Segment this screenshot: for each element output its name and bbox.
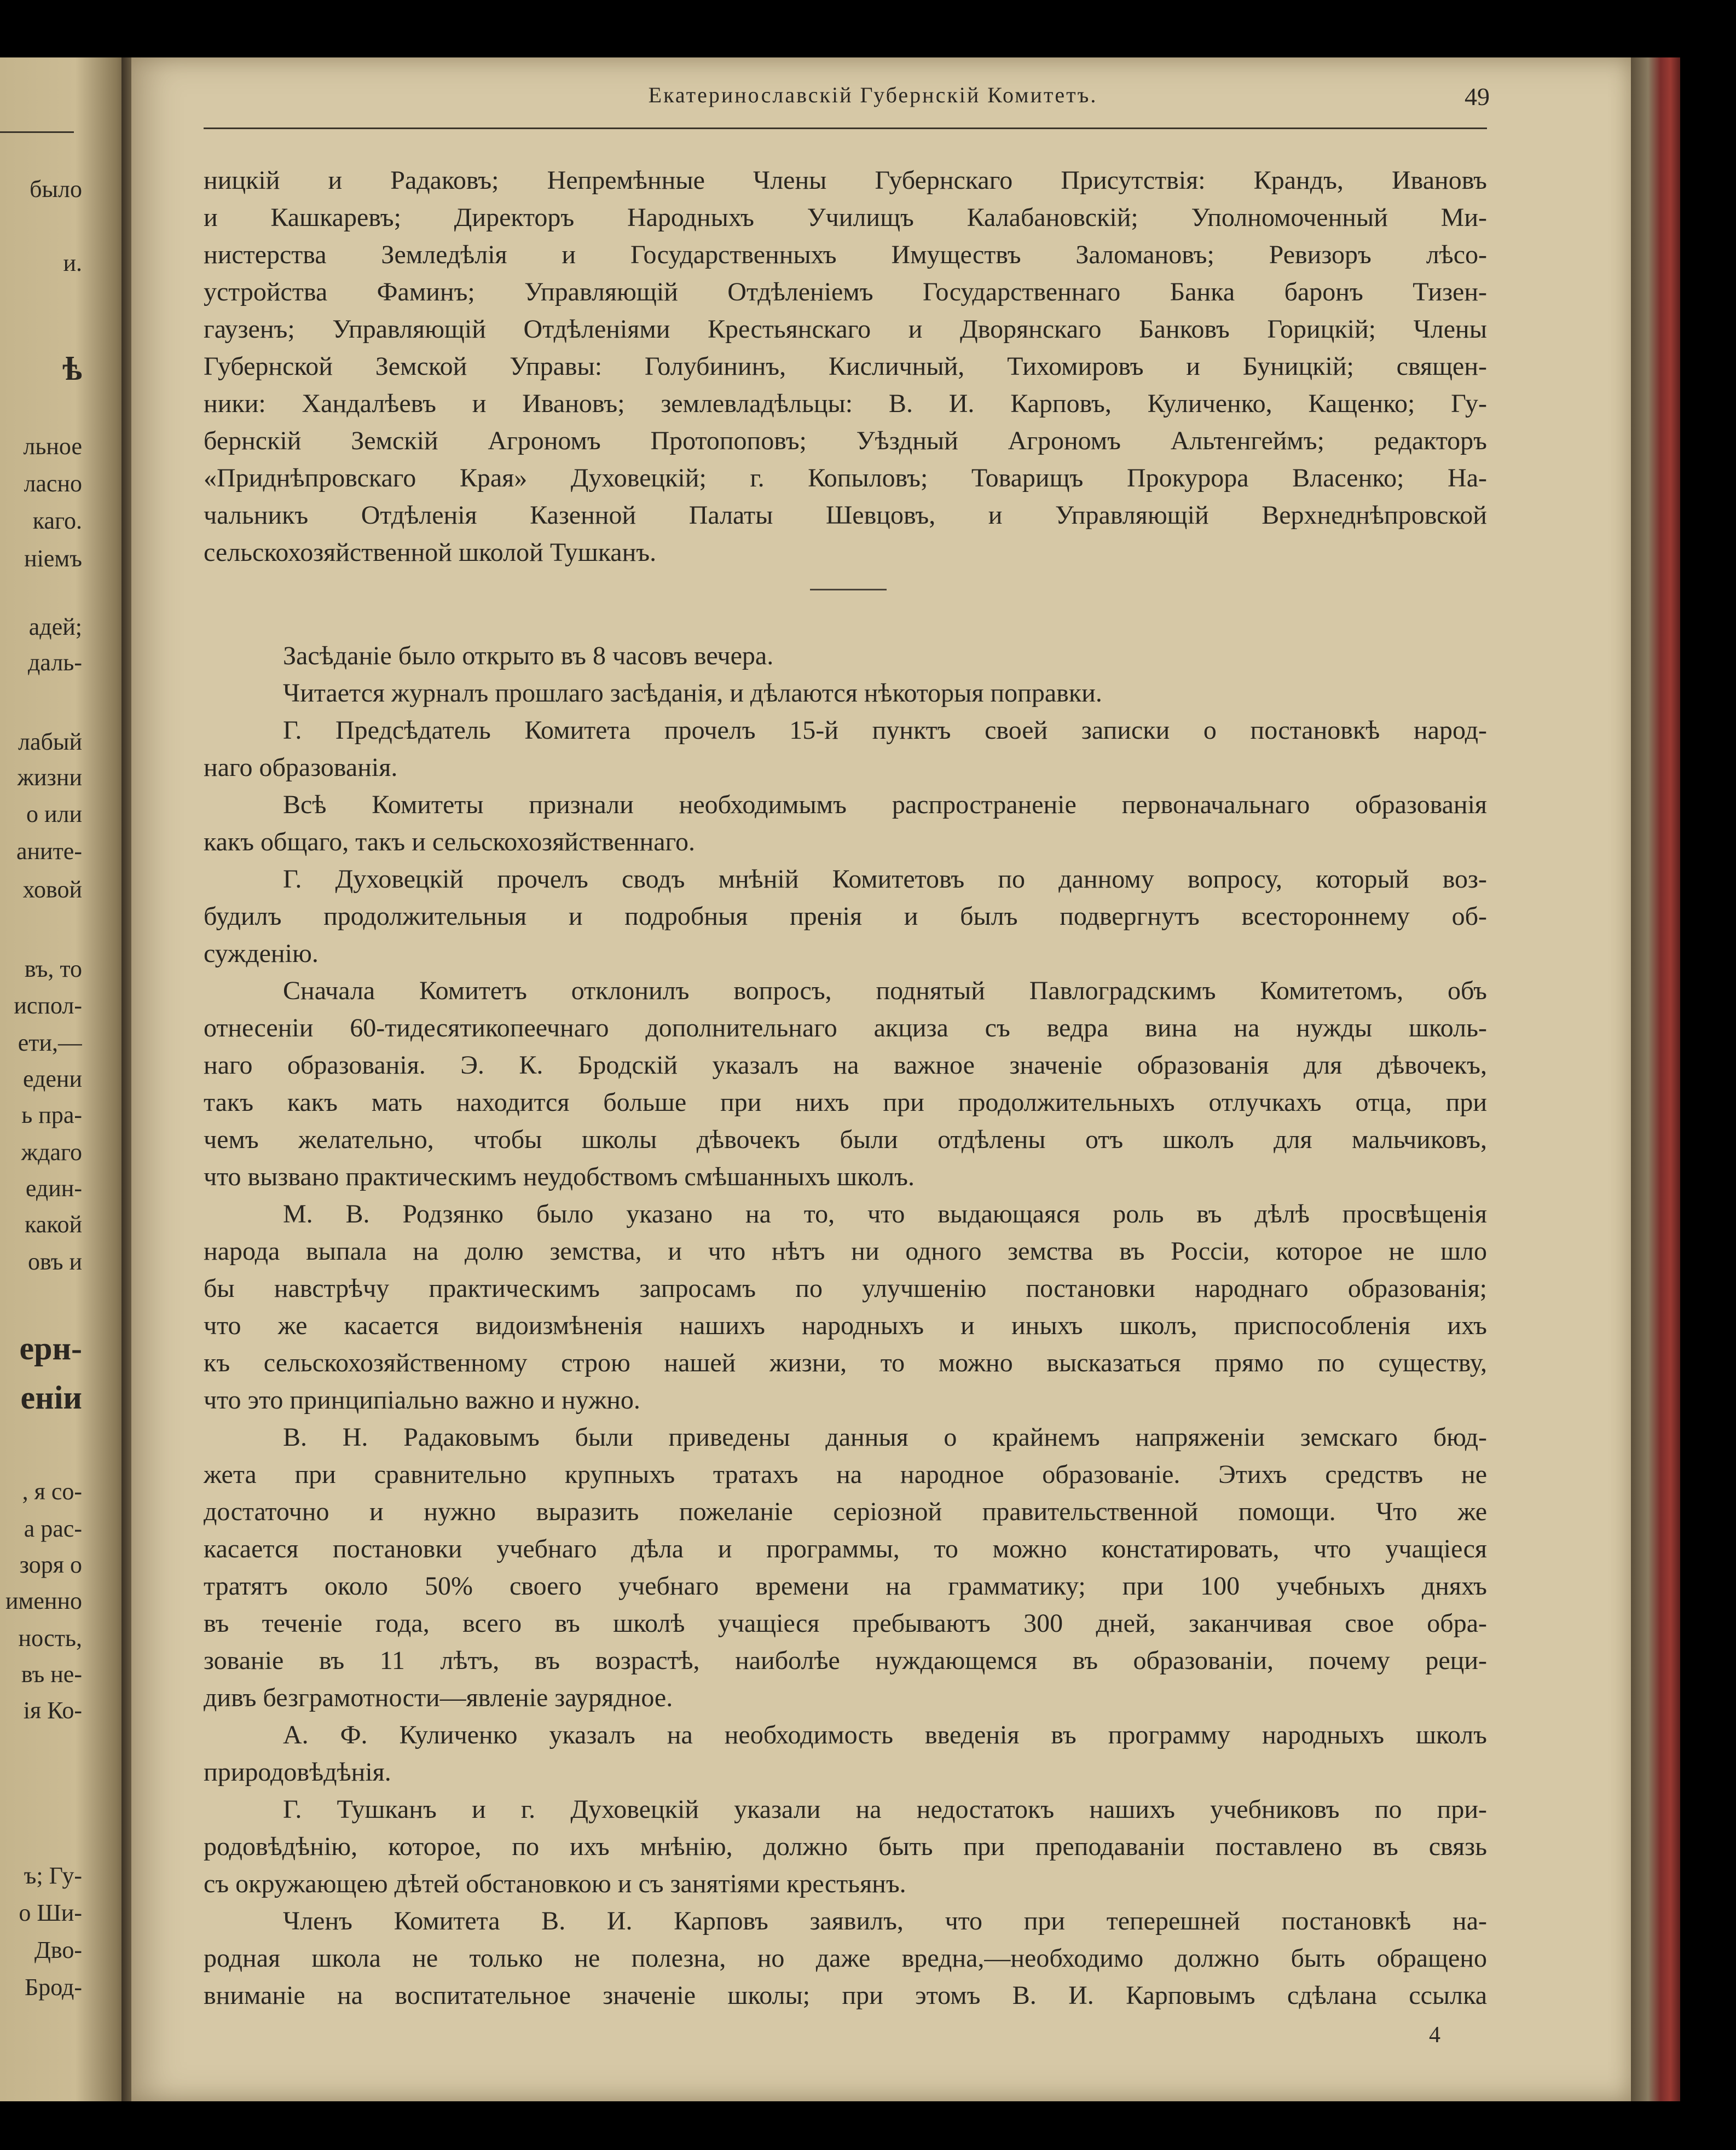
paragraph <box>204 1419 1487 1717</box>
text-line: Г. Тушканъ и г. Духовецкій указали на недостатокъ нашихъ учебниковъ по при- <box>283 1795 1487 1824</box>
left-page-fragment: ласно <box>24 470 82 497</box>
paragraph <box>204 972 1487 1196</box>
paragraph <box>204 1717 1487 1791</box>
text-line: родовѣдѣнію, которое, по ихъ мнѣнію, должно быть при преподаваніи поставлено въ связь <box>204 1832 1487 1861</box>
text-line: ницкій и Радаковъ; Непремѣнные Члены Губернскаго Присутствія: Крандъ, Ивановъ <box>204 166 1487 195</box>
left-page-fragment: ховой <box>22 876 82 903</box>
left-page-fragment: даль- <box>28 649 82 676</box>
left-page-fragment: ерн- <box>19 1330 82 1366</box>
page-number: 49 <box>1465 83 1490 111</box>
paragraph <box>204 861 1487 972</box>
text-line: народа выпала на долю земства, и что нѣтъ ни одного земства въ Россіи, которое не шло <box>204 1237 1487 1266</box>
left-page-fragment: было <box>30 176 82 202</box>
text-line: достаточно и нужно выразить пожеланіе серіозной правительственной помощи. Что же <box>204 1497 1487 1526</box>
left-page-fragment: и. <box>63 250 82 276</box>
text-line: къ сельскохозяйственному строю нашей жизни, то можно высказаться прямо по существу, <box>204 1348 1487 1377</box>
text-line: Г. Духовецкій прочелъ сводъ мнѣній Комитетовъ по данному вопросу, который воз- <box>283 865 1487 894</box>
left-page-fragment: имeнно <box>5 1587 82 1614</box>
text-line: М. В. Родзянко было указано на то, что выдающаяся роль въ дѣлѣ просвѣщенія <box>283 1199 1487 1228</box>
left-page-fragment: ность, <box>18 1625 82 1651</box>
text-line: Губернской Земской Управы: Голубининъ, Кисличный, Тихомировъ и Буницкій; священ- <box>204 352 1487 381</box>
text-line: чальникъ Отдѣленія Казенной Палаты Шевцовъ, и Управляющій Верхнеднѣпровской <box>204 501 1487 530</box>
left-page-fragment: зоря о <box>19 1551 82 1578</box>
text-line: «Приднѣпровскаго Края» Духовецкій; г. Копыловъ; Товарищъ Прокурора Власенко; На- <box>204 463 1487 492</box>
header-rule <box>204 128 1487 129</box>
left-page-fragment: овъ и <box>28 1248 82 1275</box>
text-line: сужденію. <box>204 939 319 968</box>
left-page-fragment: льное <box>23 433 82 460</box>
left-page-fragment: адей; <box>28 613 82 640</box>
text-line: В. Н. Радаковымъ были приведены данныя о крайнемъ напряженіи земскаго бюд- <box>283 1423 1487 1452</box>
text-line: будилъ продолжительныя и подробныя пренія и былъ подвергнутъ всестороннему об- <box>204 902 1487 931</box>
text-line: гаузенъ; Управляющій Отдѣленіями Крестьянскаго и Дворянскаго Банковъ Горицкій; Члены <box>204 315 1487 344</box>
text-line: Читается журналъ прошлаго засѣданія, и дѣлаются нѣкоторыя поправки. <box>283 679 1102 708</box>
text-line: бернскій Земскій Агрономъ Протопоповъ; Уѣздный Агрономъ Альтенгеймъ; редакторъ <box>204 426 1487 455</box>
text-line: Всѣ Комитеты признали необходимымъ распространеніе первоначальнаго образованія <box>283 790 1487 819</box>
opening-paragraph <box>204 162 1487 571</box>
signature-mark: 4 <box>1429 2022 1440 2048</box>
left-page-fragment: , я со- <box>22 1478 82 1505</box>
text-line: бы навстрѣчу практическимъ запросамъ по улучшенію постановки народнаго образованія; <box>204 1274 1487 1303</box>
text-line: какъ общаго, такъ и сельскохозяйственнаго. <box>204 827 695 856</box>
left-page-fragment: аните- <box>16 838 82 865</box>
text-line: такъ какъ мать находится больше при нихъ при продолжительныхъ отлучкахъ отца, при <box>204 1088 1487 1117</box>
text-line: ники: Хандалѣевъ и Ивановъ; землевладѣльцы: В. И. Карповъ, Куличенко, Кащенко; Гу- <box>204 389 1487 418</box>
text-line: наго образованія. <box>204 753 398 782</box>
text-line: вниманіе на воспитательное значеніе школы; при этомъ В. И. Карповымъ сдѣлана ссылка <box>204 1981 1487 2010</box>
left-page-fragment: Дво- <box>34 1937 82 1963</box>
text-line: А. Ф. Куличенко указалъ на необходимость введенія въ программу народныхъ школъ <box>283 1720 1487 1749</box>
text-line: отнесеніи 60-тидесятикопеечнаго дополнительнаго акциза съ ведра вина на нужды школь- <box>204 1013 1487 1042</box>
text-line: родная школа не только не полезна, но даже вредна,—необходимо должно быть обращено <box>204 1944 1487 1973</box>
text-line: устройства Фаминъ; Управляющій Отдѣленіемъ Государственнаго Банка баронъ Тизен- <box>204 277 1487 306</box>
text-line: зованіе въ 11 лѣтъ, въ возрастѣ, наиболѣе нуждающемся въ образованіи, почему реци- <box>204 1646 1487 1675</box>
text-line: Засѣданіе было открыто въ 8 часовъ вечера. <box>283 641 774 670</box>
left-page-rule <box>0 131 74 133</box>
text-line: сельскохозяйственной школой Тушканъ. <box>204 538 657 567</box>
meeting-minutes-body <box>204 638 1487 2014</box>
text-line: Г. Предсѣдатель Комитета прочелъ 15-й пунктъ своей записки о постановкѣ народ- <box>283 716 1487 745</box>
text-line: нистерства Земледѣлія и Государственныхъ Имуществъ Заломановъ; Ревизоръ лѣсо- <box>204 240 1487 269</box>
left-page-fragment: едени <box>23 1065 82 1092</box>
left-page-fragment: ждаго <box>21 1139 82 1166</box>
left-page-fragment: ѣ <box>62 351 82 387</box>
left-page-fragment: лабый <box>18 728 82 755</box>
paragraph <box>204 1903 1487 2014</box>
paragraph <box>204 712 1487 786</box>
left-page-fragment: ія Ко- <box>23 1697 82 1724</box>
paragraph <box>204 1791 1487 1903</box>
paragraph <box>204 675 1487 712</box>
text-line: дивъ безграмотности—явленіе заурядное. <box>204 1683 673 1712</box>
text-line: чемъ желательно, чтобы школы дѣвочекъ были отдѣлены отъ школъ для мальчиковъ, <box>204 1125 1487 1154</box>
running-header: Екатеринославскій Губернскій Комитетъ. <box>648 83 1098 107</box>
text-line: касается постановки учебнаго дѣла и программы, то можно констатировать, что учащіеся <box>204 1534 1487 1563</box>
left-page-fragment: еніи <box>20 1380 82 1416</box>
text-line: природовѣдѣнія. <box>204 1758 391 1787</box>
left-page-fragment: въ, то <box>24 955 82 982</box>
section-separator <box>810 589 887 590</box>
paragraph <box>204 786 1487 861</box>
left-page-fragment: въ не- <box>21 1661 82 1688</box>
text-line: тратятъ около 50% своего учебнаго времени на грамматику; при 100 учебныхъ дняхъ <box>204 1572 1487 1601</box>
text-line: что же касается видоизмѣненія нашихъ народныхъ и иныхъ школъ, приспособленія ихъ <box>204 1311 1487 1340</box>
text-line: въ теченіе года, всего въ школѣ учащіеся пребываютъ 300 дней, заканчивая свое обра- <box>204 1609 1487 1638</box>
paragraph <box>204 638 1487 675</box>
text-line: съ окружающею дѣтей обстановкою и съ занятіями крестьянъ. <box>204 1869 906 1898</box>
left-page-fragment: о Ши- <box>19 1899 82 1926</box>
left-page-fragment: един- <box>25 1175 82 1202</box>
left-page-fragment: испол- <box>14 992 82 1019</box>
text-line: наго образованія. Э. К. Бродскій указалъ на важное значеніе образованія для дѣвочекъ, <box>204 1051 1487 1080</box>
left-page-fragment: ъ; Гу- <box>24 1862 82 1889</box>
left-page-fragment: а рас- <box>24 1515 82 1542</box>
left-page-fragment: какой <box>25 1211 82 1238</box>
text-line: Членъ Комитета В. И. Карповъ заявилъ, что при теперешней постановкѣ на- <box>283 1906 1487 1935</box>
text-line: что вызвано практическимъ неудобствомъ смѣшанныхъ школъ. <box>204 1162 915 1191</box>
left-page-fragment: ети,— <box>18 1029 82 1056</box>
text-line: жета при сравнительно крупныхъ тратахъ на народное образованіе. Этихъ средствъ не <box>204 1460 1487 1489</box>
left-page-fragment: ь пра- <box>21 1102 82 1128</box>
text-line: Сначала Комитетъ отклонилъ вопросъ, поднятый Павлоградскимъ Комитетомъ, объ <box>283 976 1487 1005</box>
left-page-fragment: жизни <box>17 764 82 791</box>
text-line: что это принципіально важно и нужно. <box>204 1386 640 1415</box>
left-page-fragment: ніемъ <box>24 545 82 572</box>
text-line: и Кашкаревъ; Директоръ Народныхъ Училищъ Калабановскій; Уполномоченный Ми- <box>204 203 1487 232</box>
book-cover-edge <box>1631 57 1680 2101</box>
left-page-fragment: каго. <box>32 507 82 534</box>
paragraph <box>204 1196 1487 1419</box>
left-page-fragment: о или <box>26 801 82 827</box>
left-page-fragment: Брод- <box>24 1974 82 2001</box>
